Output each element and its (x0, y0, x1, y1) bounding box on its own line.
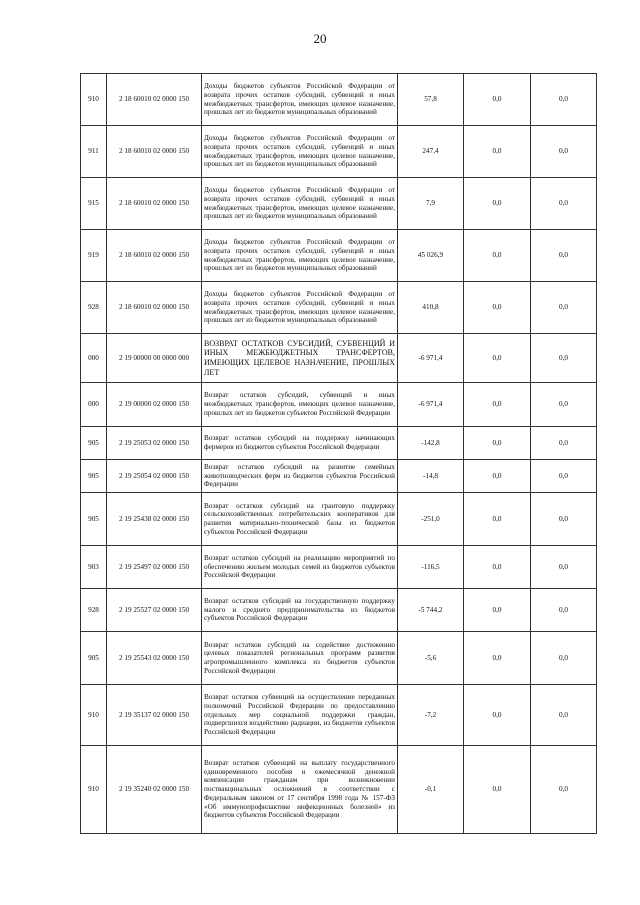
amount-year1-cell: -6 971,4 (398, 383, 464, 427)
table-row (81, 746, 597, 834)
amount-year3-cell: 0,0 (531, 383, 597, 427)
amount-year2-cell: 0,0 (464, 126, 531, 178)
amount-year3-cell: 0,0 (531, 230, 597, 282)
amount-year1-cell: 247,4 (398, 126, 464, 178)
admin-code-cell: 928 (81, 589, 107, 632)
budget-code-cell: 2 19 25527 02 0000 150 (107, 589, 202, 632)
revenue-name-cell: Доходы бюджетов субъектов Российской Федерации от возврата прочих остатков субсидий, субвенций и иных межбюджетных трансфертов, имеющих целевое назначение, прошлых лет из бюджетов муниципальных образований (202, 282, 398, 334)
admin-code-cell: 000 (81, 334, 107, 383)
budget-code-cell: 2 18 60010 02 0000 150 (107, 178, 202, 230)
table-row (81, 230, 597, 282)
revenue-name-cell: Возврат остатков субсидий на государственную поддержку малого и среднего предпринимательства из бюджетов субъектов Российской Федерации (202, 589, 398, 632)
revenue-name-cell: Доходы бюджетов субъектов Российской Федерации от возврата прочих остатков субсидий, субвенций и иных межбюджетных трансфертов, имеющих целевое назначение, прошлых лет из бюджетов муниципальных образований (202, 126, 398, 178)
admin-code-cell: 928 (81, 282, 107, 334)
amount-year1-cell: -0,1 (398, 746, 464, 834)
table-row (81, 460, 597, 493)
amount-year2-cell: 0,0 (464, 546, 531, 589)
revenue-name-cell: ВОЗВРАТ ОСТАТКОВ СУБСИДИЙ, СУБВЕНЦИЙ И ИНЫХ МЕЖБЮДЖЕТНЫХ ТРАНСФЕРТОВ, ИМЕЮЩИХ ЦЕЛЕВОЕ НАЗНАЧЕНИЕ, ПРОШЛЫХ ЛЕТ (202, 334, 398, 383)
amount-year1-cell: -6 971,4 (398, 334, 464, 383)
table-row (81, 334, 597, 383)
table-row (81, 178, 597, 230)
amount-year2-cell: 0,0 (464, 74, 531, 126)
table-row (81, 685, 597, 746)
table-row (81, 383, 597, 427)
admin-code-cell: 903 (81, 546, 107, 589)
admin-code-cell: 905 (81, 632, 107, 685)
budget-code-cell: 2 18 60010 02 0000 150 (107, 74, 202, 126)
table-row (81, 493, 597, 546)
amount-year1-cell: -7,2 (398, 685, 464, 746)
amount-year2-cell: 0,0 (464, 685, 531, 746)
table-row (81, 632, 597, 685)
admin-code-cell: 919 (81, 230, 107, 282)
amount-year2-cell: 0,0 (464, 589, 531, 632)
revenue-name-cell: Возврат остатков субсидий на поддержку начинающих фермеров из бюджетов субъектов Российской Федерации (202, 427, 398, 460)
budget-code-cell: 2 19 35137 02 0000 150 (107, 685, 202, 746)
amount-year1-cell: -251,0 (398, 493, 464, 546)
revenue-name-cell: Доходы бюджетов субъектов Российской Федерации от возврата прочих остатков субсидий, субвенций и иных межбюджетных трансфертов, имеющих целевое назначение, прошлых лет из бюджетов муниципальных образований (202, 74, 398, 126)
table-row (81, 282, 597, 334)
amount-year3-cell: 0,0 (531, 334, 597, 383)
budget-revenue-table (80, 73, 597, 834)
amount-year2-cell: 0,0 (464, 632, 531, 685)
admin-code-cell: 911 (81, 126, 107, 178)
amount-year2-cell: 0,0 (464, 178, 531, 230)
amount-year3-cell: 0,0 (531, 427, 597, 460)
revenue-name-cell: Возврат остатков субсидий на реализацию мероприятий по обеспечению жильем молодых семей из бюджетов субъектов Российской Федерации (202, 546, 398, 589)
budget-code-cell: 2 18 60010 02 0000 150 (107, 282, 202, 334)
amount-year3-cell: 0,0 (531, 126, 597, 178)
amount-year3-cell: 0,0 (531, 746, 597, 834)
amount-year2-cell: 0,0 (464, 230, 531, 282)
revenue-name-cell: Доходы бюджетов субъектов Российской Федерации от возврата прочих остатков субсидий, субвенций и иных межбюджетных трансфертов, имеющих целевое назначение, прошлых лет из бюджетов муниципальных образований (202, 178, 398, 230)
table-body (81, 74, 597, 834)
revenue-name-cell: Возврат остатков субвенций на осуществление переданных полномочий Российской Федерации по предоставлению отдельных мер социальной поддержки граждан, подвергшихся воздействию радиации, из бюджетов субъектов Российской Федерации (202, 685, 398, 746)
table-row (81, 546, 597, 589)
amount-year3-cell: 0,0 (531, 178, 597, 230)
revenue-name-cell: Возврат остатков субсидий на грантовую поддержку сельскохозяйственных потребительских кооперативов для развития материально-технической базы из бюджетов субъектов Российской Федерации (202, 493, 398, 546)
amount-year1-cell: 7,9 (398, 178, 464, 230)
budget-code-cell: 2 19 25497 02 0000 150 (107, 546, 202, 589)
revenue-name-cell: Возврат остатков субсидий на развитие семейных животноводческих ферм из бюджетов субъектов Российской Федерации (202, 460, 398, 493)
revenue-name-cell: Возврат остатков субвенций на выплату государственного единовременного пособия и ежемесячной денежной компенсации гражданам при возникновении поствакцинальных осложнений в соответствии с Федеральным законом от 17 сентября 1998 года № 157-ФЗ «Об иммунопрофилактике инфекционных болезней» из бюджетов субъектов Российской Федерации (202, 746, 398, 834)
admin-code-cell: 905 (81, 460, 107, 493)
admin-code-cell: 910 (81, 746, 107, 834)
amount-year2-cell: 0,0 (464, 493, 531, 546)
amount-year1-cell: -5,6 (398, 632, 464, 685)
admin-code-cell: 915 (81, 178, 107, 230)
amount-year1-cell: 45 026,9 (398, 230, 464, 282)
budget-code-cell: 2 18 60010 02 0000 150 (107, 126, 202, 178)
budget-code-cell: 2 19 35240 02 0000 150 (107, 746, 202, 834)
table-row (81, 427, 597, 460)
amount-year3-cell: 0,0 (531, 632, 597, 685)
admin-code-cell: 905 (81, 493, 107, 546)
amount-year3-cell: 0,0 (531, 546, 597, 589)
budget-code-cell: 2 19 25543 02 0000 150 (107, 632, 202, 685)
amount-year2-cell: 0,0 (464, 427, 531, 460)
amount-year3-cell: 0,0 (531, 460, 597, 493)
amount-year1-cell: -116,5 (398, 546, 464, 589)
budget-code-cell: 2 18 60010 02 0000 150 (107, 230, 202, 282)
revenue-name-cell: Возврат остатков субсидий на содействие достижению целевых показателей региональных программ развития агропромышленного комплекса из бюджетов субъектов Российской Федерации (202, 632, 398, 685)
budget-code-cell: 2 19 00000 00 0000 000 (107, 334, 202, 383)
amount-year3-cell: 0,0 (531, 282, 597, 334)
amount-year1-cell: -142,8 (398, 427, 464, 460)
amount-year3-cell: 0,0 (531, 589, 597, 632)
admin-code-cell: 910 (81, 74, 107, 126)
budget-code-cell: 2 19 00000 02 0000 150 (107, 383, 202, 427)
amount-year2-cell: 0,0 (464, 334, 531, 383)
page-number: 20 (313, 31, 327, 46)
revenue-name-cell: Доходы бюджетов субъектов Российской Федерации от возврата прочих остатков субсидий, субвенций и иных межбюджетных трансфертов, имеющих целевое назначение, прошлых лет из бюджетов муниципальных образований (202, 230, 398, 282)
amount-year1-cell: 410,8 (398, 282, 464, 334)
budget-code-cell: 2 19 25053 02 0000 150 (107, 427, 202, 460)
amount-year1-cell: -14,8 (398, 460, 464, 493)
revenue-name-cell: Возврат остатков субсидий, субвенций и иных межбюджетных трансфертов, имеющих целевое назначение, прошлых лет из бюджетов субъектов Российской Федерации (202, 383, 398, 427)
admin-code-cell: 905 (81, 427, 107, 460)
budget-code-cell: 2 19 25438 02 0000 150 (107, 493, 202, 546)
amount-year3-cell: 0,0 (531, 493, 597, 546)
amount-year2-cell: 0,0 (464, 460, 531, 493)
amount-year1-cell: 57,8 (398, 74, 464, 126)
table-row (81, 74, 597, 126)
admin-code-cell: 910 (81, 685, 107, 746)
budget-code-cell: 2 19 25054 02 0000 150 (107, 460, 202, 493)
amount-year2-cell: 0,0 (464, 746, 531, 834)
amount-year3-cell: 0,0 (531, 74, 597, 126)
amount-year1-cell: -5 744,2 (398, 589, 464, 632)
admin-code-cell: 000 (81, 383, 107, 427)
amount-year3-cell: 0,0 (531, 685, 597, 746)
amount-year2-cell: 0,0 (464, 383, 531, 427)
amount-year2-cell: 0,0 (464, 282, 531, 334)
table-row (81, 126, 597, 178)
table-row (81, 589, 597, 632)
